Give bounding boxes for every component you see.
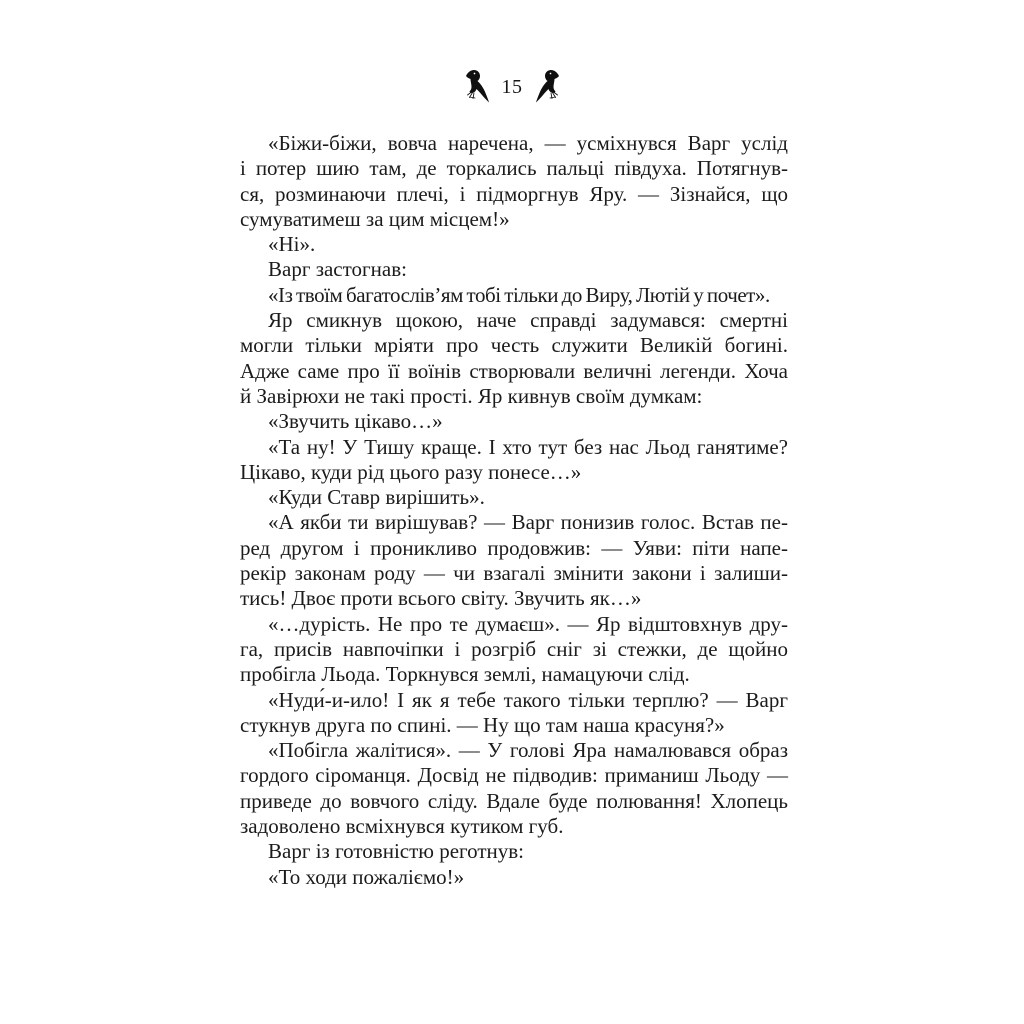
text-line: могли тільки мріяти про честь служити Великій богині. [240, 333, 788, 358]
text-line: тись! Двоє проти всього світу. Звучить як…» [240, 586, 642, 611]
text-line: «Ні». [268, 232, 316, 257]
paragraph [240, 865, 788, 890]
page-header [0, 66, 1024, 106]
paragraph [240, 485, 788, 510]
paragraph [240, 131, 788, 232]
text-line: й Завірюхи не такі прості. Яр кивнув своїм думкам: [240, 383, 703, 408]
text-line: «Із твоїм багатослів’ям тобі тільки до Виру, Лютій у почет». [268, 282, 770, 307]
paragraph [240, 308, 788, 409]
text-line: приведе до вовчого сліду. Вдале буде полювання! Хлопець [240, 788, 788, 813]
text-line: ся, розминаючи плечі, і підморгнув Яру. — Зізнайся, що [240, 181, 788, 206]
text-line: Варг із готовністю реготнув: [268, 839, 525, 864]
paragraph [240, 409, 788, 434]
text-line: «Біжи-біжи, вовча наречена, — усміхнувся Варг услід [268, 131, 788, 155]
text-line: сумуватимеш за цим місцем!» [240, 206, 510, 231]
paragraph [240, 612, 788, 688]
text-line: і потер шию там, де торкались пальці півдуха. Потягнув- [240, 156, 788, 181]
text-line: Адже саме про її воїнів створювали величні легенди. Хоча [240, 358, 788, 383]
paragraph [240, 510, 788, 611]
paragraph [240, 257, 788, 282]
text-line: «Побігла жалітися». — У голові Яра намалювався образ [268, 738, 788, 763]
text-line: ред другом і проникливо продовжив: — Уяви: піти напе- [240, 535, 788, 560]
text-line: рекір законам роду — чи взагалі змінити закони і залиши- [240, 561, 788, 586]
text-line: «Куди Ставр вирішить». [268, 485, 485, 510]
page-number: 15 [501, 76, 523, 98]
text-line: га, присів навпочіпки і розгріб сніг зі стежки, де щойно [240, 636, 788, 661]
text-line: пробігла Льода. Торкнувся землі, намацуючи слід. [240, 662, 690, 687]
paragraph [240, 738, 788, 839]
text-line: «Нуди́-и-ило! І як я тебе такого тільки терплю? — Варг [268, 687, 788, 712]
text-line: Яр смикнув щокою, наче справді задумався: смертні [268, 308, 788, 333]
paragraph [240, 232, 788, 257]
raven-icon [465, 68, 490, 104]
raven-icon [535, 68, 560, 104]
paragraph [240, 283, 788, 308]
text-line: «…дурість. Не про те думаєш». — Яр відштовхнув дру- [268, 611, 788, 636]
text-line: стукнув друга по спині. — Ну що там наша красуня?» [240, 712, 725, 737]
page-text [240, 131, 788, 890]
text-line: «А якби ти вирішував? — Варг понизив голос. Встав пе- [268, 510, 788, 535]
text-line: задоволено всміхнувся кутиком губ. [240, 814, 564, 839]
text-line: «То ходи пожаліємо!» [268, 864, 465, 889]
paragraph [240, 839, 788, 864]
paragraph [240, 688, 788, 739]
text-line: «Та ну! У Тишу краще. І хто тут без нас Льод ганятиме? [268, 434, 788, 459]
text-line: Цікаво, куди рід цього разу понесе…» [240, 459, 582, 484]
paragraph [240, 435, 788, 486]
text-line: Варг застогнав: [268, 257, 407, 282]
text-line: гордого сіроманця. Досвід не підводив: приманиш Льоду — [240, 763, 788, 788]
text-line: «Звучить цікаво…» [268, 409, 443, 434]
